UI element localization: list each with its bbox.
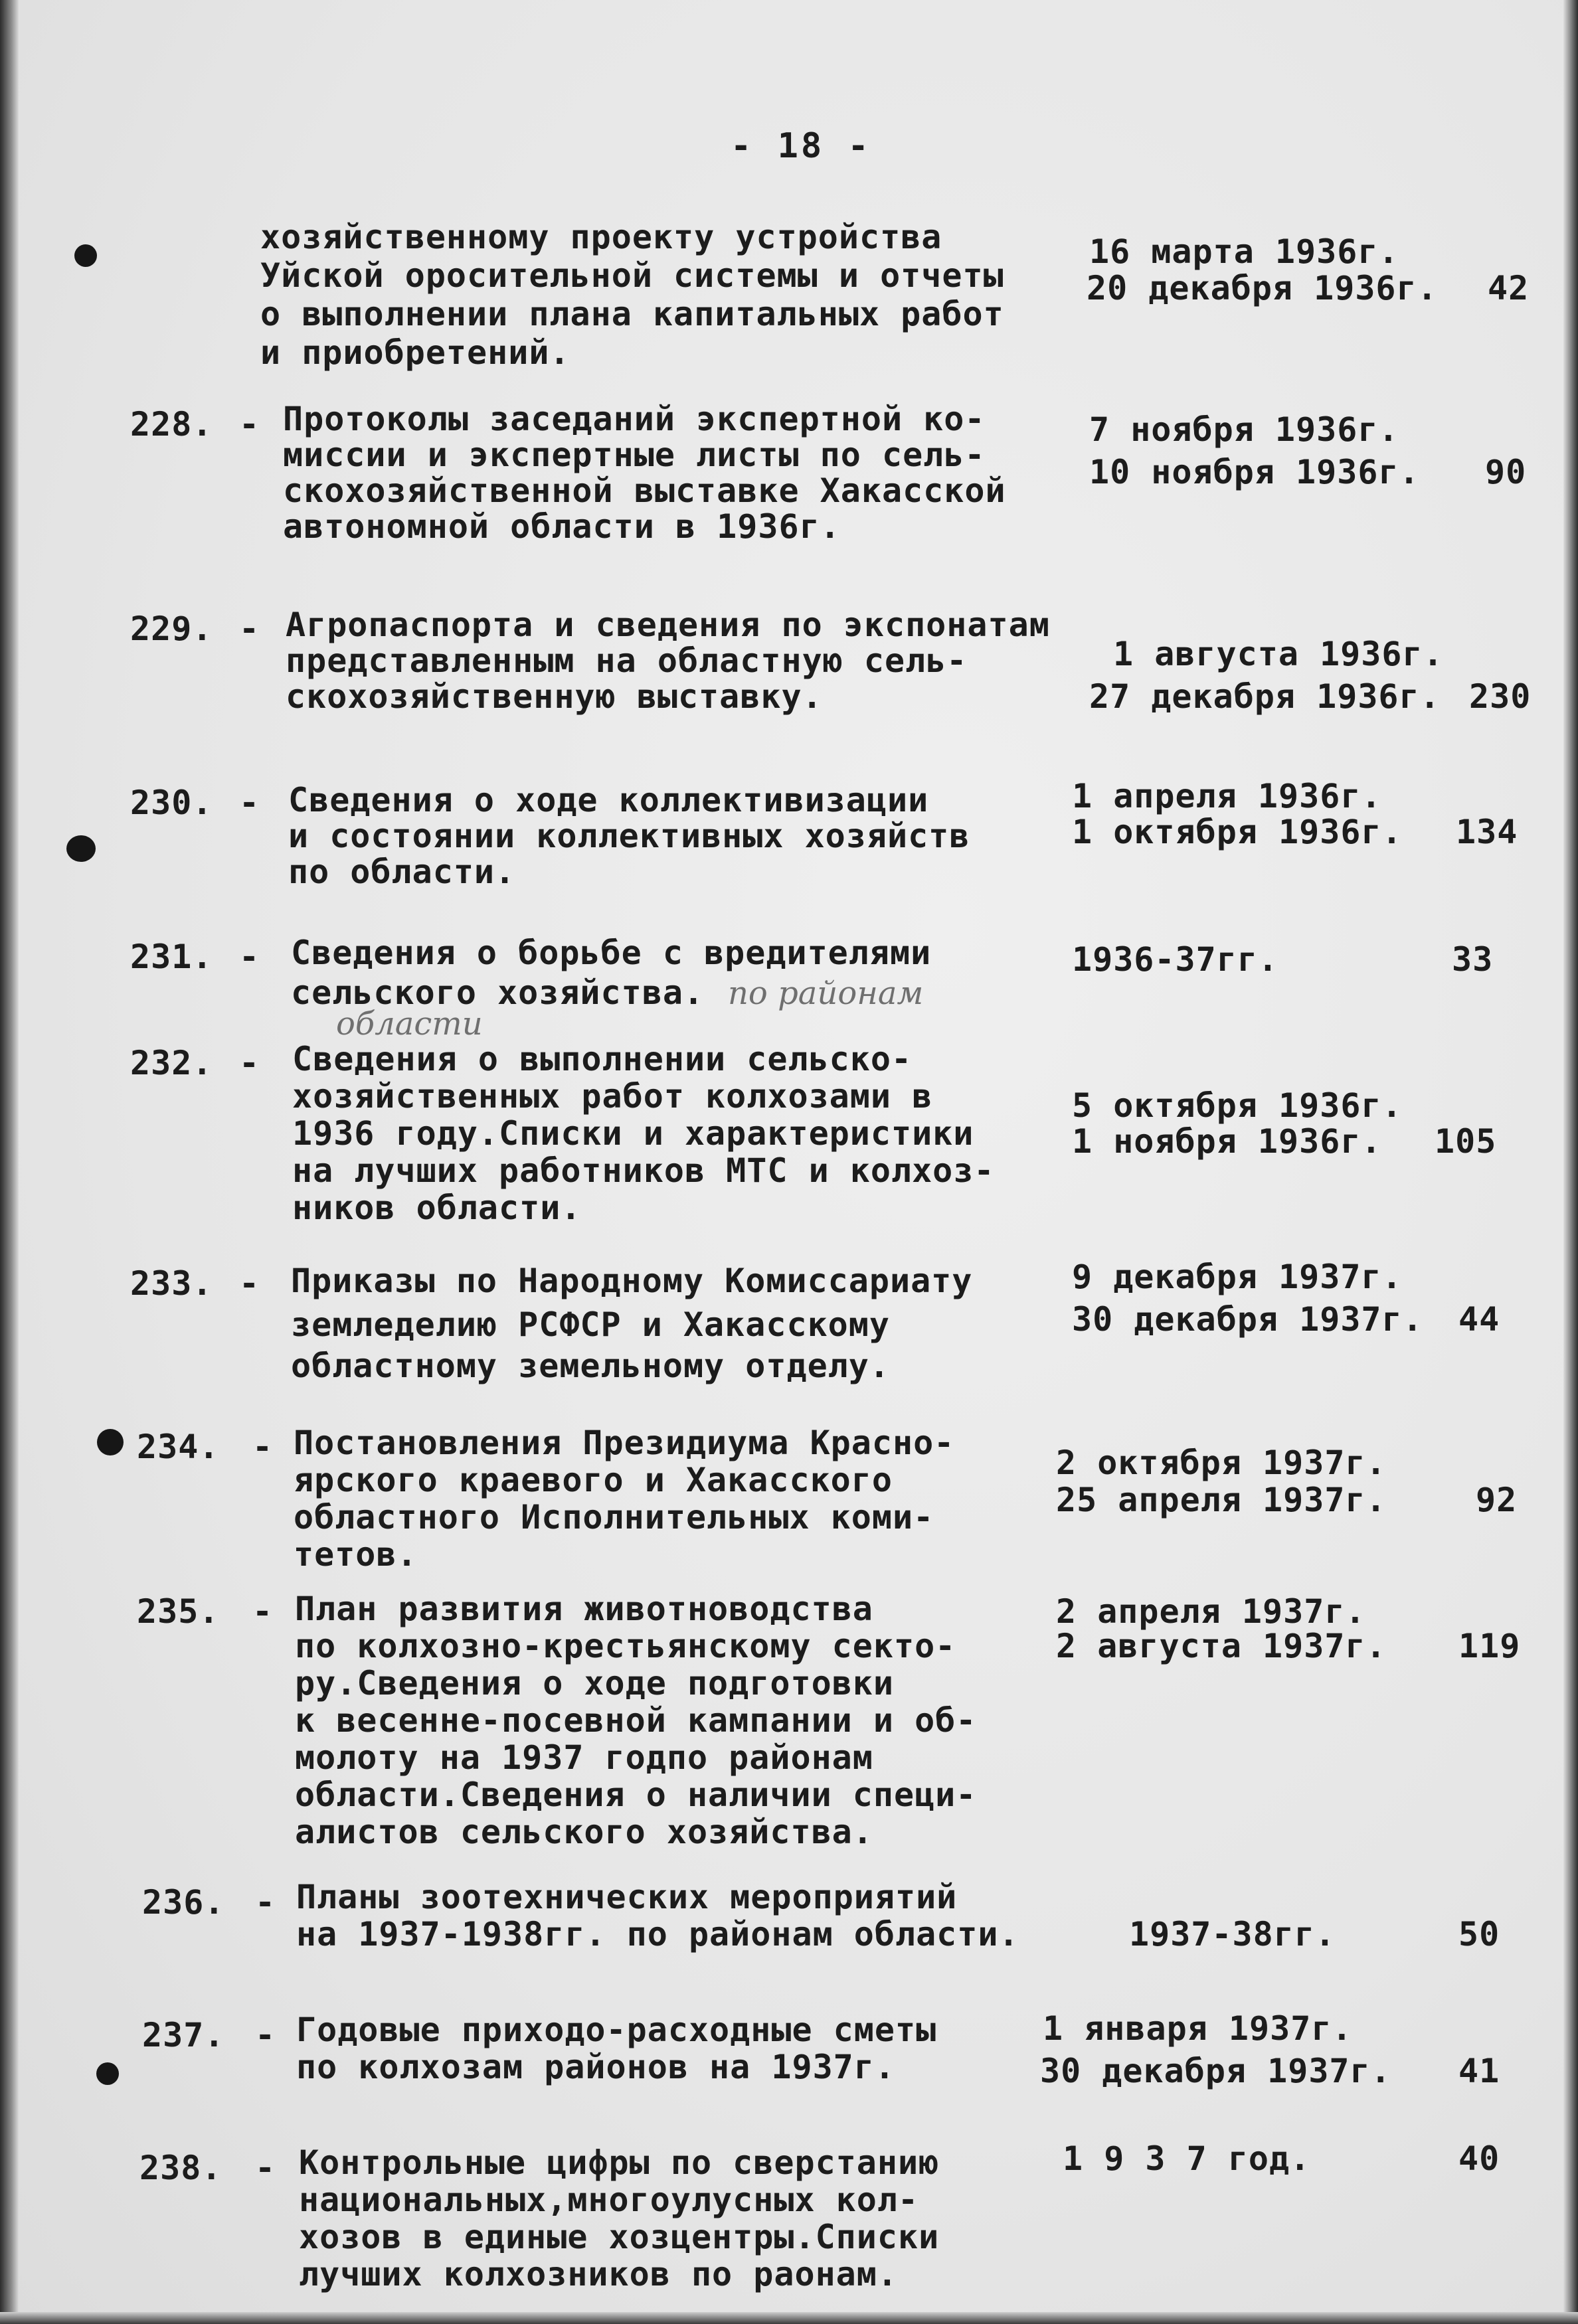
punch-hole [66,835,96,862]
entry-date: 2 августа 1937г. [1056,1627,1387,1665]
entry-sheet-count: 40 [1458,2139,1500,2178]
entry-sheet-count: 42 [1488,269,1530,307]
punch-hole [74,244,97,267]
entry-text-line: тетов. [294,1535,418,1574]
entry-number: 232. [130,1044,213,1082]
page-edge-left [0,0,19,2324]
entry-date: 20 декабря 1936г. [1087,269,1438,307]
page-number: - 18 - [731,126,871,166]
entry-dash: - [252,1428,274,1466]
entry-number: 238. [139,2149,222,2187]
entry-text-line: национальных,многоулусных кол- [299,2181,919,2219]
entry-text-line: и приобретений. [260,333,570,372]
entry-date: 1 января 1937г. [1043,2009,1353,2048]
page-edge-right [1563,0,1578,2324]
entry-text-line: ников области. [292,1189,582,1227]
entry-text-line: к весенне-посевной кампании и об- [295,1701,977,1740]
entry-date: 1936-37гг. [1072,940,1279,979]
entry-date: 2 апреля 1937г. [1056,1592,1366,1631]
entry-number: 236. [142,1883,225,1922]
entry-text-line: Агропаспорта и сведения по экспонатам [286,606,1050,644]
entry-text-line: Сведения о борьбе с вредителями [291,934,932,972]
entry-date: 16 марта 1936г. [1089,232,1399,271]
entry-sheet-count: 92 [1476,1481,1518,1519]
entry-dash: - [239,938,260,976]
entry-text-line: представленным на областную сель- [286,641,968,680]
entry-dash: - [239,405,260,444]
entry-sheet-count: 44 [1458,1300,1500,1339]
entry-text-line: по колхозам районов на 1937г. [296,2048,895,2086]
entry-date: 30 декабря 1937г. [1072,1300,1423,1339]
entry-date: 1 октября 1936г. [1072,813,1403,851]
entry-number: 230. [130,784,213,822]
entry-number: 237. [142,2016,225,2054]
entry-text-line: Планы зоотехнических мероприятий [296,1878,958,1916]
entry-dash: - [252,1592,274,1631]
entry-number: 234. [137,1428,220,1466]
punch-hole [96,2062,119,2085]
entry-date: 1 ноября 1936г. [1072,1122,1382,1161]
entry-text-line: Постановления Президиума Красно- [294,1424,955,1462]
entry-number: 235. [137,1592,220,1631]
entry-sheet-count: 50 [1458,1915,1500,1953]
entry-text-line: ярского краевого и Хакасского [294,1461,893,1499]
entry-date: 25 апреля 1937г. [1056,1481,1387,1519]
entry-text-line: ру.Сведения о ходе подготовки [295,1664,894,1702]
entry-dash: - [239,1044,260,1082]
entry-text-line: сельского хозяйства. [291,973,705,1012]
entry-sheet-count: 105 [1435,1122,1497,1161]
entry-text-line: областного Исполнительных коми- [294,1498,934,1536]
entry-text-line: на 1937-1938гг. по районам области. [296,1915,1019,1953]
entry-text-line: Контрольные цифры по сверстанию [299,2143,940,2182]
entry-date: 30 декабря 1937г. [1040,2052,1391,2090]
entry-date: 1 апреля 1936г. [1072,777,1382,815]
entry-date: 5 октября 1936г. [1072,1086,1403,1125]
entry-text-line: Сведения о ходе коллективизации [288,781,929,819]
entry-dash: - [239,1264,260,1303]
entry-date: 7 ноября 1936г. [1089,410,1399,449]
entry-text-line: молоту на 1937 годпо районам [295,1738,873,1777]
entry-text-line: хозяйственных работ колхозами в [292,1077,933,1116]
entry-text-line: по колхозно-крестьянскому секто- [295,1627,956,1665]
punch-hole [97,1429,124,1455]
entry-text-line: скохозяйственной выставке Хакасской [283,471,1006,510]
handwritten-note: по районам [728,975,924,1012]
entry-date: 27 декабря 1936г. [1089,677,1441,716]
entry-text-line: Приказы по Народному Комиссариату [291,1262,973,1300]
entry-text-line: лучших колхозников по раонам. [299,2255,898,2293]
entry-sheet-count: 33 [1452,940,1494,979]
entry-date: 2 октября 1937г. [1056,1444,1387,1482]
entry-text-line: области.Сведения о наличии специ- [295,1776,977,1814]
entry-date: 10 ноября 1936г. [1089,453,1420,491]
handwritten-note: области [336,1005,483,1042]
entry-text-line: План развития животноводства [295,1590,873,1628]
entry-text-line: автономной области в 1936г. [283,507,841,546]
entry-text-line: алистов сельского хозяйства. [295,1813,873,1851]
entry-text-line: Уйской оросительной системы и отчеты [260,256,1004,295]
entry-text-line: скохозяйственную выставку. [286,677,823,716]
entry-sheet-count: 90 [1485,453,1527,491]
entry-text-line: земледелию РСФСР и Хакасскому [291,1305,890,1344]
entry-date: 9 декабря 1937г. [1072,1258,1403,1296]
entry-dash: - [255,2149,276,2187]
entry-sheet-count: 230 [1469,677,1532,716]
entry-sheet-count: 134 [1456,813,1518,851]
page-edge-bottom [0,2312,1578,2324]
entry-date: 1 августа 1936г. [1113,635,1444,673]
entry-date: 1 9 3 7 год. [1063,2139,1311,2178]
entry-sheet-count: 119 [1458,1627,1521,1665]
entry-text-line: Протоколы заседаний экспертной ко- [283,400,986,438]
entry-text-line: и состоянии коллективных хозяйств [288,817,970,855]
entry-dash: - [255,1883,276,1922]
entry-number: 229. [130,610,213,648]
entry-text-line: областному земельному отделу. [291,1347,890,1385]
entry-text-line: хозов в единые хозцентры.Списки [299,2218,940,2256]
entry-number: 231. [130,938,213,976]
entry-number: 228. [130,405,213,444]
entry-text-line: миссии и экспертные листы по сель- [283,436,986,474]
entry-text-line: по области. [288,853,516,891]
entry-date: 1937-38гг. [1129,1915,1336,1953]
entry-text-line: Сведения о выполнении сельско- [292,1040,913,1078]
entry-sheet-count: 41 [1458,2052,1500,2090]
entry-text-line: Годовые приходо-расходные сметы [296,2011,937,2049]
entry-text-line: хозяйственному проекту устройства [260,218,942,256]
entry-dash: - [239,610,260,648]
entry-text-line: о выполнении плана капитальных работ [260,295,1004,333]
entry-text-line: на лучших работников МТС и колхоз- [292,1151,995,1190]
entry-text-line: 1936 году.Списки и характеристики [292,1114,974,1153]
entry-dash: - [239,784,260,822]
entry-dash: - [255,2016,276,2054]
entry-number: 233. [130,1264,213,1303]
